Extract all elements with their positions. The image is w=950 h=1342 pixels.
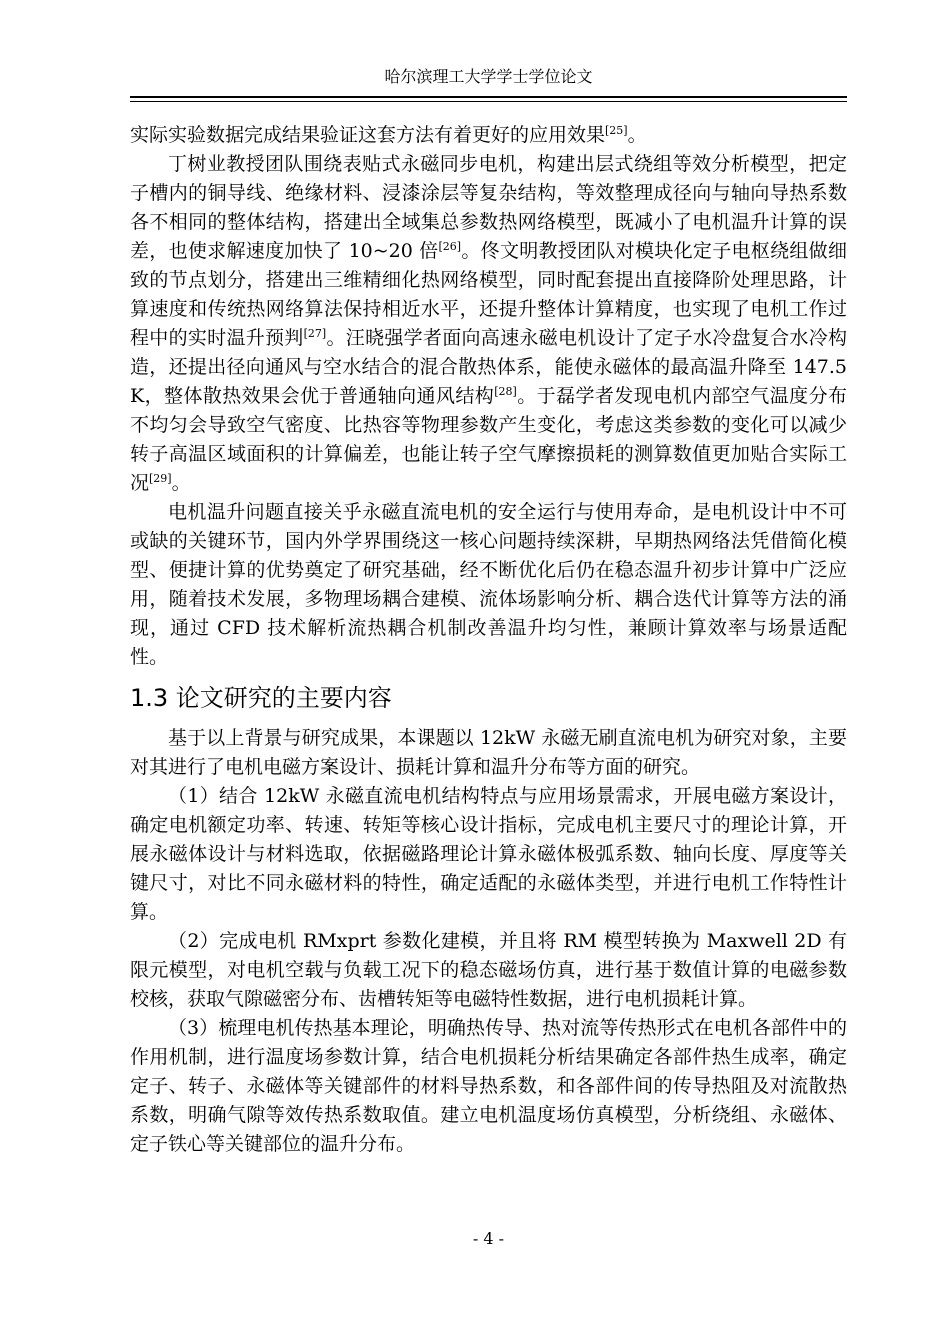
page-number: - 4 - bbox=[472, 1229, 505, 1248]
paragraph: 基于以上背景与研究成果，本课题以 12kW 永磁无刷直流电机为研究对象，主要对其进行了电机电磁方案设计、损耗计算和温升分布等方面的研究。 bbox=[130, 727, 847, 778]
citation: [25] bbox=[605, 124, 628, 137]
paragraph-text: 。于磊学者发现电机内部空气温度分布不均匀会导致空气密度、比热容等物理参数产生变化，考虑这类参数的变化可以减少转子高温区域面积的计算偏差，也能让转子空气摩擦损耗的测算数值更加贴合实际工况 bbox=[130, 385, 847, 494]
paragraph-text: 。 bbox=[627, 124, 647, 146]
header-rule-thick bbox=[130, 96, 847, 98]
paragraph-text: 。 bbox=[461, 240, 481, 262]
paragraph-text: 。汪晓强学者面向高速永磁电机设计了定子水冷盘复合水冷构造，还提出径向通风与空水结合的混合散热体系，能使永磁体的最高温升降至 147.5K，整体散热效果会优于普通轴向通风结构 bbox=[130, 327, 847, 407]
paragraph-text: 。 bbox=[171, 472, 191, 494]
paragraph-text: 丁树业教授团队围绕表贴式永磁同步电机，构建出层式绕组等效分析模型，把定子槽内的铜导线、绝缘材料、浸漆涂层等复杂结构，等效整理成径向与轴向导热系数各不相同的整体结构，搭建出全域集总参数热网络模型，既减小了电机温升计算的误差，也使求解速度加快了 10~20 倍 bbox=[130, 153, 847, 262]
paragraph: （2）完成电机 RMxprt 参数化建模，并且将 RM 模型转换为 Maxwell 2D 有限元模型，对电机空载与负载工况下的稳态磁场仿真，进行基于数值计算的电磁参数校核，获取气隙磁密分布、齿槽转矩等电磁特性数据，进行电机损耗计算。 bbox=[130, 930, 847, 1010]
page-body bbox=[130, 121, 847, 1159]
running-header: 哈尔滨理工大学学士学位论文 bbox=[384, 67, 593, 86]
citation: [27] bbox=[303, 327, 327, 340]
paragraph bbox=[130, 150, 847, 498]
paragraph bbox=[130, 121, 847, 150]
paragraph-text: 实际实验数据完成结果验证这套方法有着更好的应用效果 bbox=[130, 124, 606, 146]
paragraph: 电机温升问题直接关乎永磁直流电机的安全运行与使用寿命，是电机设计中不可或缺的关键环节，国内外学界围绕这一核心问题持续深耕，早期热网络法凭借简化模型、便捷计算的优势奠定了研究基础，经不断优化后仍在稳态温升初步计算中广泛应用，随着技术发展，多物理场耦合建模、流体场影响分析、耦合迭代计算等方法的涌现，通过 CFD 技术解析流热耦合机制改善温升均匀性，兼顾计算效率与场景适配性。 bbox=[130, 501, 847, 668]
section-heading: 1.3 论文研究的主要内容 bbox=[130, 684, 392, 712]
paragraph-text: 佟文明教授团队对模块化定子电枢绕组做细致的节点划分，搭建出三维精细化热网络模型，同时配套提出直接降阶处理思路，计算速度和传统热网络算法保持相近水平，还提升整体计算精度，也实现了电机工作过程中的实时温升预判 bbox=[130, 240, 847, 349]
header-rule-thin bbox=[130, 101, 847, 102]
paragraph: （1）结合 12kW 永磁直流电机结构特点与应用场景需求，开展电磁方案设计，确定电机额定功率、转速、转矩等核心设计指标，完成电机主要尺寸的理论计算，开展永磁体设计与材料选取，依据磁路理论计算永磁体极弧系数、轴向长度、厚度等关键尺寸，对比不同永磁材料的特性，确定适配的永磁体类型，并进行电机工作特性计算。 bbox=[130, 785, 847, 923]
citation: [28] bbox=[494, 385, 517, 398]
paragraph: （3）梳理电机传热基本理论，明确热传导、热对流等传热形式在电机各部件中的作用机制，进行温度场参数计算，结合电机损耗分析结果确定各部件热生成率，确定定子、转子、永磁体等关键部件的材料导热系数，和各部件间的传导热阻及对流散热系数，明确气隙等效传热系数取值。建立电机温度场仿真模型，分析绕组、永磁体、定子铁心等关键部位的温升分布。 bbox=[130, 1017, 847, 1155]
citation: [26] bbox=[438, 240, 462, 253]
citation: [29] bbox=[149, 472, 172, 485]
